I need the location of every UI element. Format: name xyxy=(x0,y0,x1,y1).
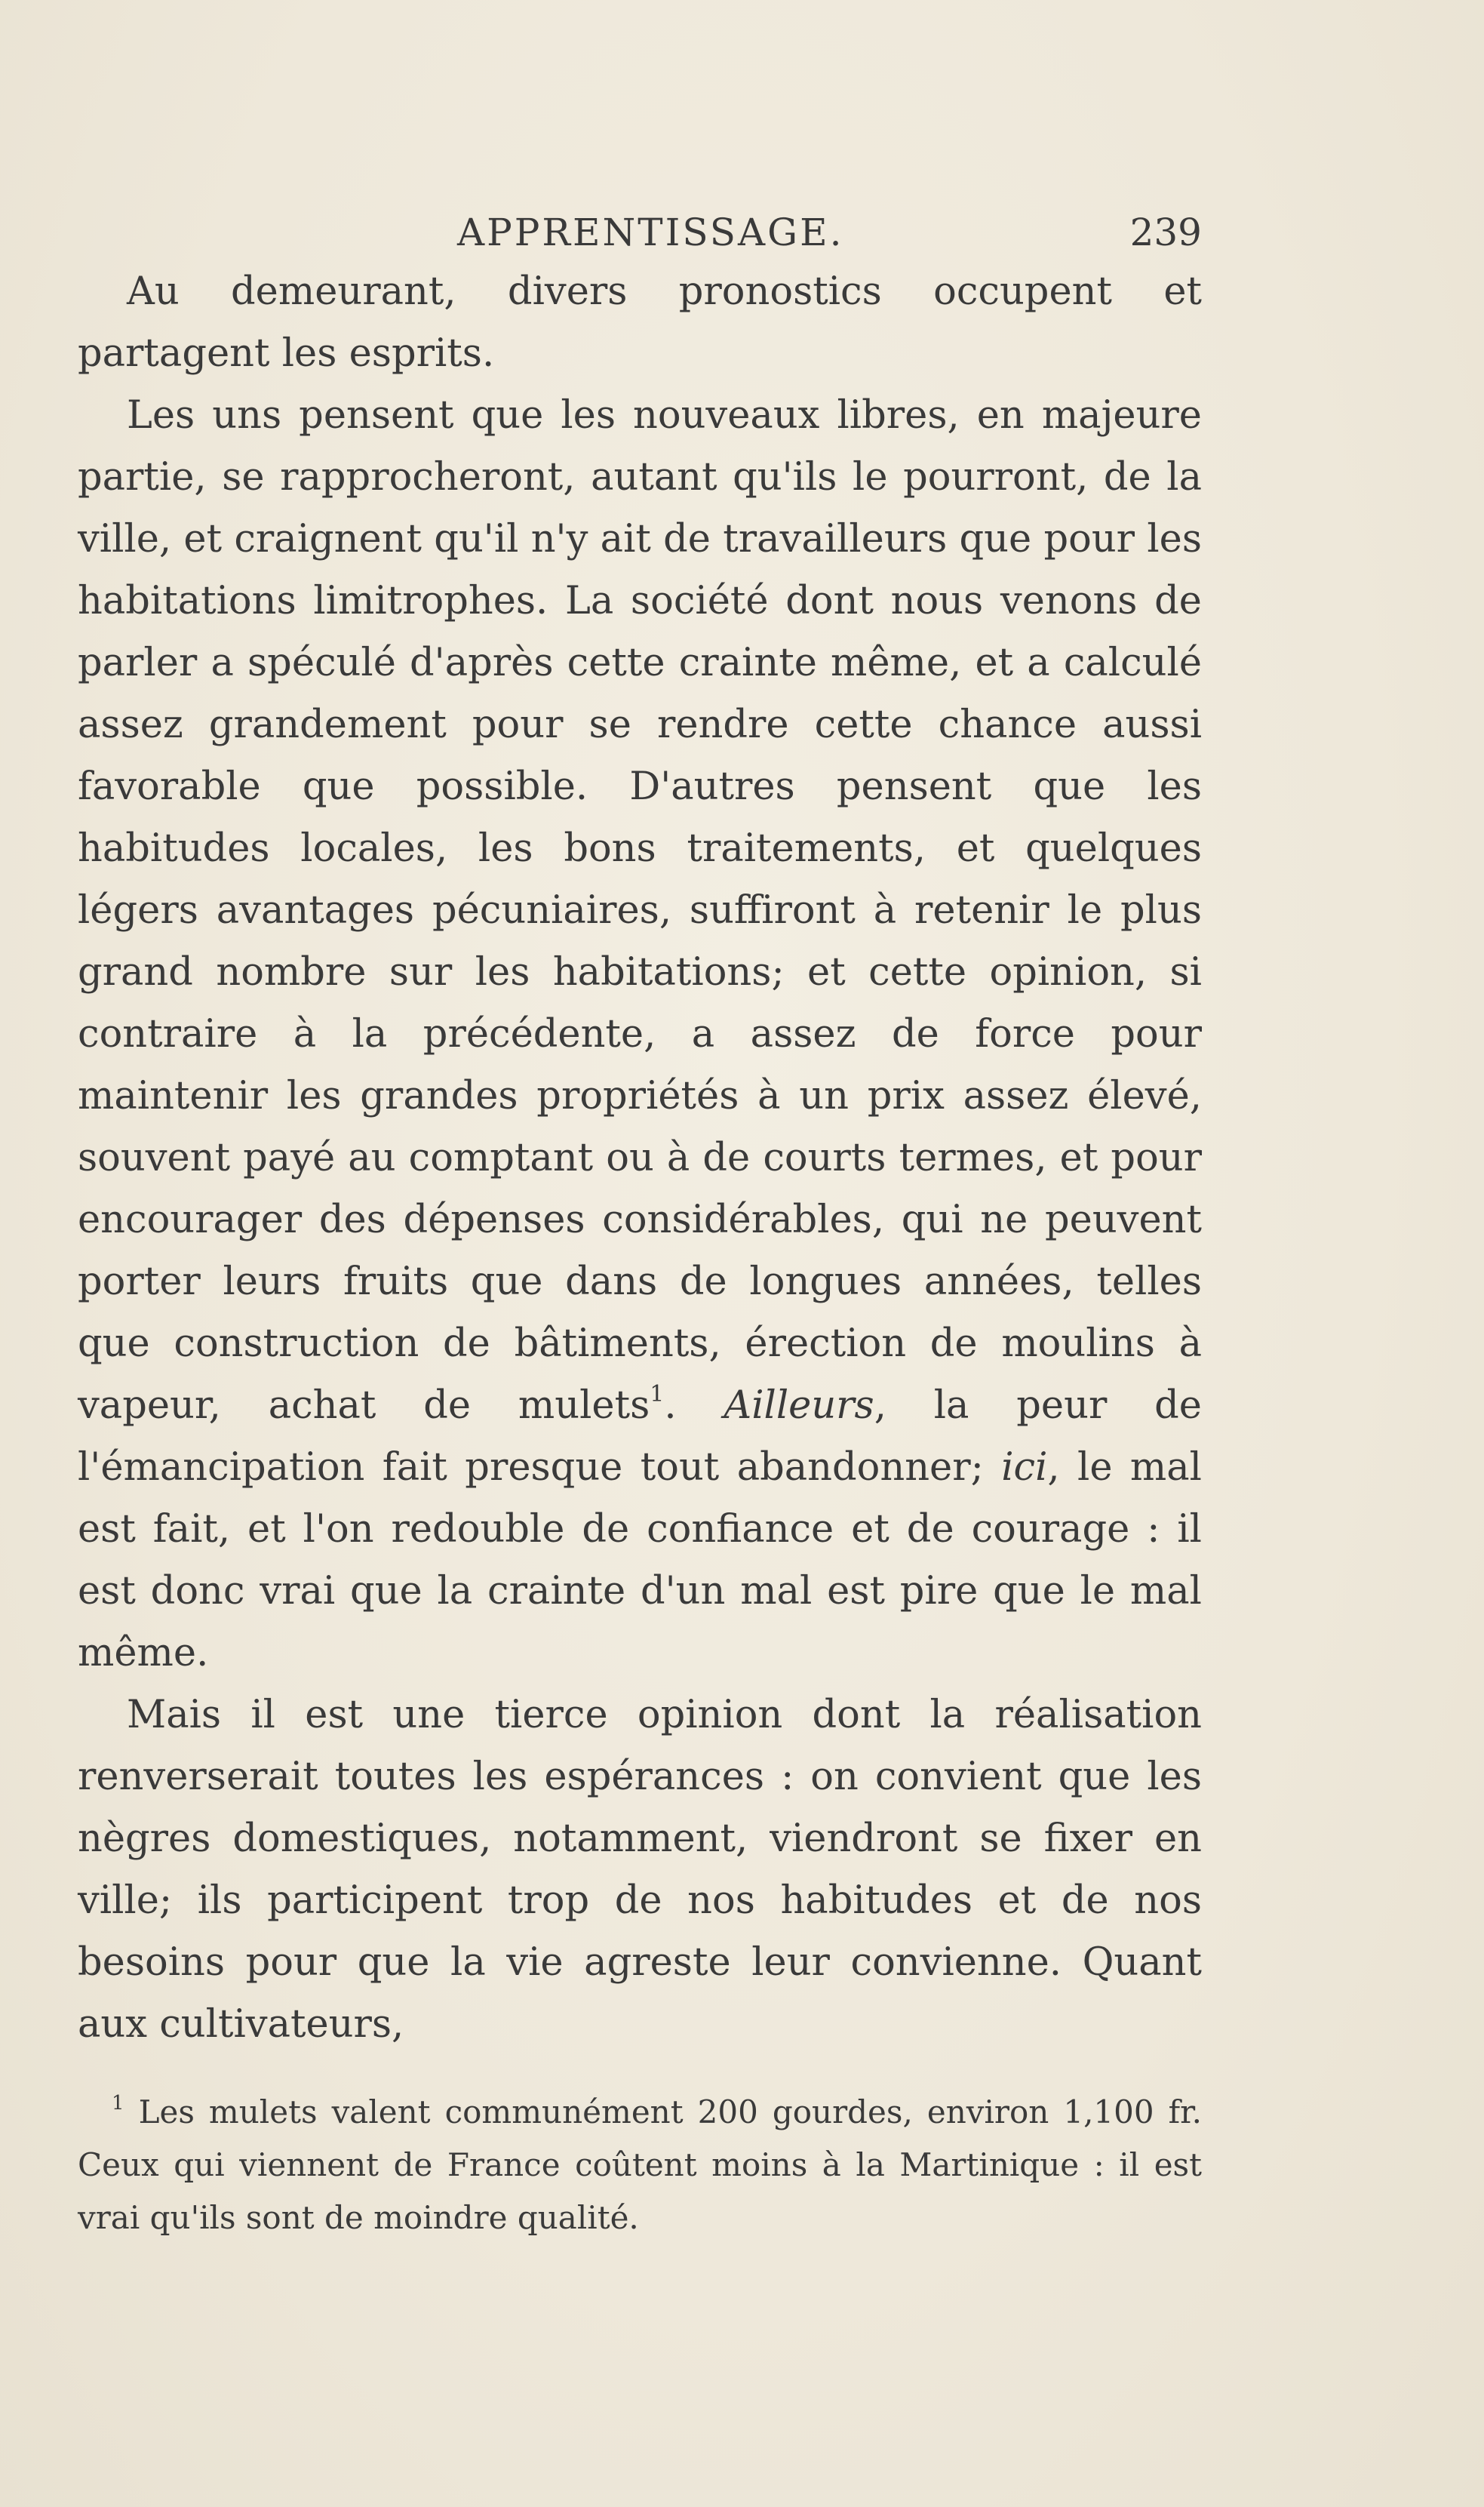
paragraph-2-text-d: , le mal est fait, et l'on redouble de confiance et de courage : il est donc vrai que la crainte d'un mal est pire que le mal même. xyxy=(78,1445,1202,1675)
text-block xyxy=(78,204,1202,2244)
paragraph-3 xyxy=(78,1684,1202,2056)
paragraph-2-text-b: . xyxy=(664,1383,724,1428)
paragraph-2 xyxy=(78,385,1202,1684)
paragraph-1 xyxy=(78,261,1202,385)
paragraph-2-italic-ici: ici xyxy=(1001,1445,1048,1490)
page-header xyxy=(78,204,1202,261)
paragraph-2-text-a: Les uns pensent que les nouveaux libres, en majeure partie, se rapprocheront, autant qu'ils le pourront, de la ville, et craignent qu'il n'y ait de travailleurs que pour les habitations limitrophes. La société dont nous venons de parler a spéculé d'après cette crainte même, et a calculé assez grandement pour se rendre cette chance aussi favorable que possible. D'autres pensent que les habitudes locales, les bons traitements, et quelques légers avantages pécuniaires, suffiront à retenir le plus grand nombre sur les habitations; et cette opinion, si contraire à la précédente, a assez de force pour maintenir les grandes propriétés à un prix assez élevé, souvent payé au comptant ou à de courts termes, et pour encourager des dépenses considérables, qui ne peuvent porter leurs fruits que dans de longues années, telles que construction de bâtiments, érection de moulins à vapeur, achat de mulets xyxy=(78,393,1202,1428)
paragraph-2-italic-ailleurs: Ailleurs xyxy=(724,1383,874,1428)
page-number: 239 xyxy=(1129,211,1202,254)
footnote-reference: 1 xyxy=(650,1381,665,1407)
paragraph-2-text-c: , la peur de l'émancipation fait presque tout abandonner; xyxy=(78,1383,1202,1490)
paragraph-1-text: Au demeurant, divers pronostics occupent et partagent les esprits. xyxy=(78,269,1202,376)
footnote-text: Les mulets valent communément 200 gourdes, environ 1,100 fr. Ceux qui viennent de France coûtent moins à la Martinique : il est vrai qu'ils sont de moindre qualité. xyxy=(78,2093,1202,2236)
running-title: APPRENTISSAGE. xyxy=(457,211,844,254)
paragraph-3-text: Mais il est une tierce opinion dont la réalisation renverserait toutes les espérances : on convient que les nègres domestiques, notamment, viendront se fixer en ville; ils participent trop de nos habitudes et de nos besoins pour que la vie agreste leur convienne. Quant aux cultivateurs, xyxy=(78,1693,1202,2047)
footnote-marker: 1 xyxy=(112,2092,124,2115)
footnotes xyxy=(78,2086,1202,2244)
